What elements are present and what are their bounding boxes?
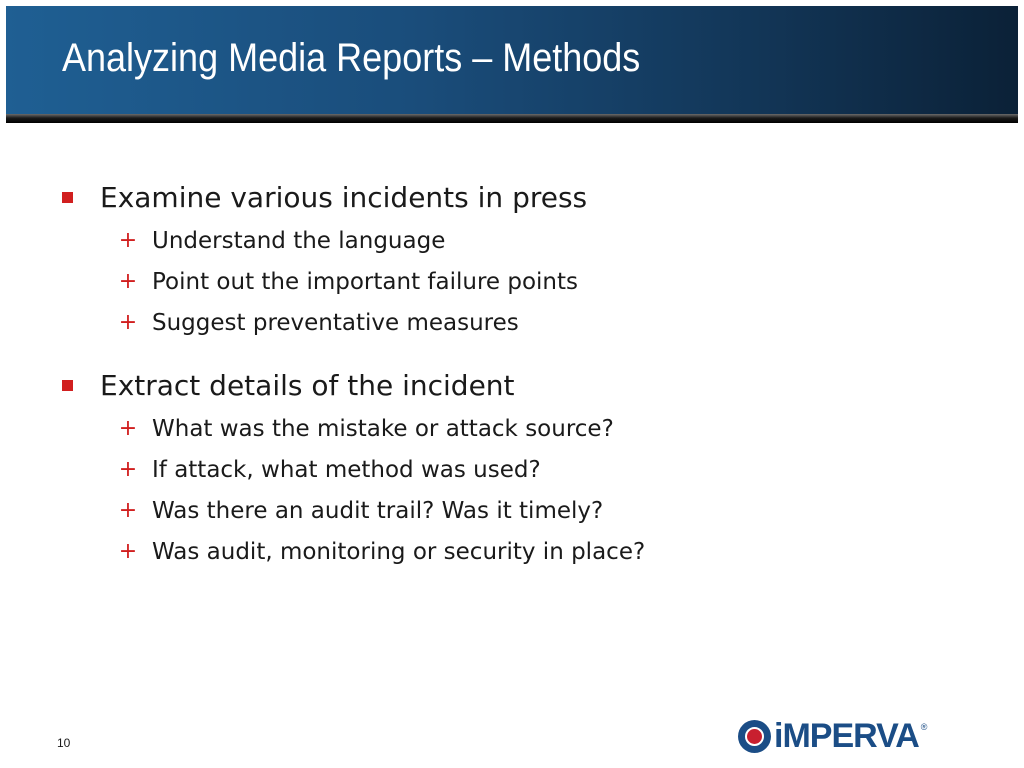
bullet-text: Examine various incidents in press xyxy=(100,181,588,214)
square-bullet-icon xyxy=(62,380,73,391)
imperva-logo-icon xyxy=(738,720,771,753)
bullet-item xyxy=(62,366,962,572)
plus-icon: + xyxy=(118,497,138,523)
sub-bullet-list xyxy=(62,408,962,572)
square-bullet-icon xyxy=(62,192,73,203)
sub-bullet-item xyxy=(62,302,962,343)
sub-bullet-item xyxy=(62,449,962,490)
plus-icon: + xyxy=(118,268,138,294)
bullet-text: Extract details of the incident xyxy=(100,369,515,402)
sub-bullet-text: What was the mistake or attack source? xyxy=(152,415,614,442)
plus-icon: + xyxy=(118,227,138,253)
plus-icon: + xyxy=(118,456,138,482)
slide-title: Analyzing Media Reports – Methods xyxy=(62,36,641,80)
plus-icon: + xyxy=(118,538,138,564)
sub-bullet-item xyxy=(62,408,962,449)
sub-bullet-text: Suggest preventative measures xyxy=(152,309,519,336)
imperva-logo xyxy=(738,718,992,754)
sub-bullet-item xyxy=(62,531,962,572)
bullet-list xyxy=(62,178,962,572)
page-number: 10 xyxy=(57,736,71,750)
plus-icon: + xyxy=(118,309,138,335)
title-underline xyxy=(6,114,1018,123)
sub-bullet-text: Understand the language xyxy=(152,227,446,254)
sub-bullet-item xyxy=(62,261,962,302)
sub-bullet-item xyxy=(62,490,962,531)
logo-wordmark: iMPERVA xyxy=(774,717,919,755)
sub-bullet-text: If attack, what method was used? xyxy=(152,456,541,483)
bullet-item xyxy=(62,178,962,343)
registered-mark: ® xyxy=(920,722,928,732)
sub-bullet-text: Point out the important failure points xyxy=(152,268,578,295)
sub-bullet-text: Was there an audit trail? Was it timely? xyxy=(152,497,604,524)
plus-icon: + xyxy=(118,415,138,441)
sub-bullet-list xyxy=(62,220,962,343)
sub-bullet-item xyxy=(62,220,962,261)
sub-bullet-text: Was audit, monitoring or security in place? xyxy=(152,538,646,565)
